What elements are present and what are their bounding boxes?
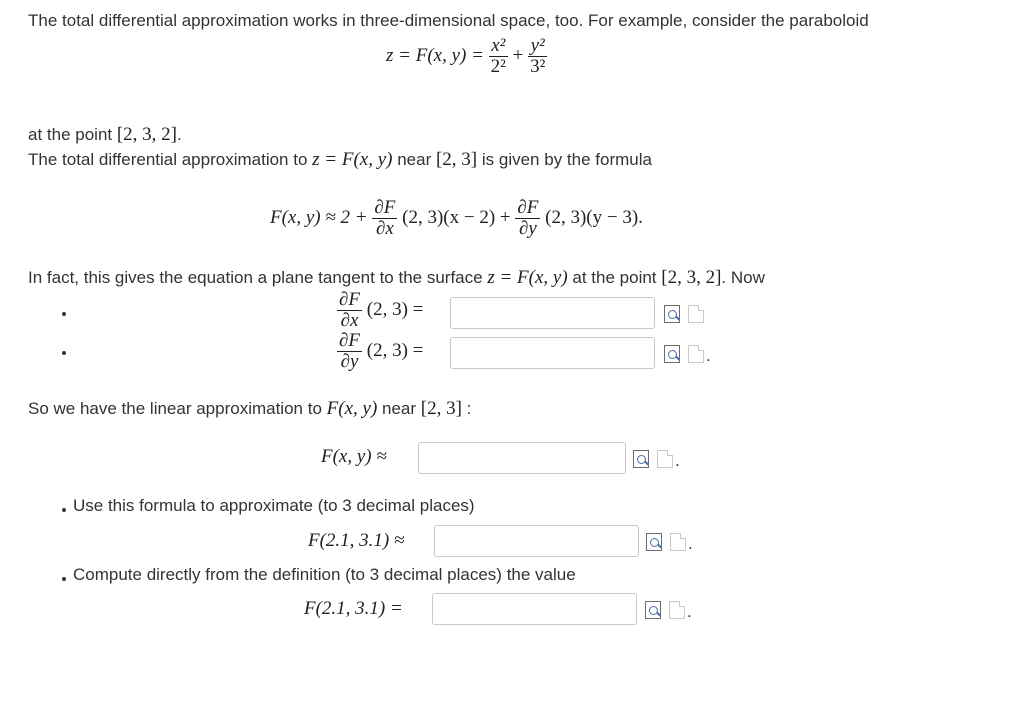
- term2-denominator: 3²: [530, 55, 546, 77]
- trailing-period: .: [706, 346, 711, 365]
- paraboloid-equation: [386, 36, 547, 77]
- direct-lhs: [304, 598, 403, 621]
- help-document-icon[interactable]: [657, 450, 673, 468]
- preview-icon[interactable]: [633, 450, 649, 468]
- direct-lhs-text: F(2.1, 3.1) =: [304, 598, 403, 619]
- term1-denominator: 2²: [490, 55, 506, 77]
- at-point-label: at the point: [28, 125, 113, 144]
- dfdx-answer-input[interactable]: [450, 297, 655, 329]
- tangent-plane-line: [28, 267, 765, 290]
- dfdy-partial-fraction: [337, 331, 362, 372]
- direct-instruction: Compute directly from the definition (to 3 decimal places) the value: [73, 565, 576, 584]
- tangent-text-b: at the point: [572, 268, 657, 287]
- approx-instruction: Use this formula to approximate (to 3 decimal places): [73, 496, 475, 515]
- plus-sign: +: [512, 45, 524, 67]
- direct-value-input[interactable]: [432, 593, 637, 625]
- bullet: [62, 577, 66, 581]
- dfdx-partial-fraction: [337, 290, 362, 331]
- formula-part2: (2, 3)(y − 3).: [545, 207, 643, 229]
- linear-lhs: F(x, y) ≈: [321, 446, 387, 467]
- approx-intro-text: The total differential approximation to: [28, 150, 308, 169]
- dfdx-denominator: ∂x: [375, 217, 394, 239]
- preview-icon[interactable]: [646, 533, 662, 551]
- point-value: [2, 3, 2]: [116, 124, 178, 145]
- differential-formula: [270, 198, 643, 239]
- preview-icon[interactable]: [645, 601, 661, 619]
- dfdx-numerator: ∂F: [374, 197, 396, 218]
- help-document-icon[interactable]: [688, 345, 704, 363]
- colon: :: [466, 399, 472, 418]
- help-document-icon[interactable]: [669, 601, 685, 619]
- formula-part1: (2, 3)(x − 2) +: [402, 207, 511, 229]
- approx-lhs-text: F(2.1, 3.1) ≈: [308, 530, 405, 551]
- linear-function: F(x, y): [326, 398, 378, 419]
- preview-icon[interactable]: [664, 345, 680, 363]
- bullet: [62, 351, 66, 355]
- term2-fraction: [528, 36, 547, 77]
- help-document-icon[interactable]: [670, 533, 686, 551]
- period: .: [177, 125, 182, 144]
- trailing-period: .: [687, 602, 692, 621]
- approx-lhs: [308, 530, 404, 553]
- near-label: near: [397, 150, 432, 169]
- tangent-text-a: In fact, this gives the equation a plane tangent to the surface: [28, 268, 483, 287]
- trailing-period: .: [688, 534, 693, 553]
- term1-fraction: [489, 36, 508, 77]
- partial-y-numerator: ∂F: [339, 330, 360, 351]
- dfdy-answer-input[interactable]: [450, 337, 655, 369]
- partial-y-denominator: ∂y: [340, 350, 359, 372]
- linear-point: [2, 3]: [420, 398, 462, 419]
- near-point: [2, 3]: [435, 149, 478, 170]
- linear-approx-input[interactable]: [418, 442, 626, 474]
- approx-function: z = F(x, y): [312, 149, 393, 170]
- bullet: [62, 508, 66, 512]
- linear-text-a: So we have the linear approximation to: [28, 399, 322, 418]
- bullet: [62, 312, 66, 316]
- dfdx-label: [337, 290, 423, 331]
- partial-x-denominator: ∂x: [340, 309, 359, 331]
- surface-equation: z = F(x, y): [487, 267, 568, 288]
- preview-icon[interactable]: [664, 305, 680, 323]
- dfdy-denominator: ∂y: [518, 217, 537, 239]
- partial-y-tail: (2, 3) =: [366, 340, 424, 362]
- formula-lhs: F(x, y) ≈ 2 +: [270, 207, 368, 229]
- tangent-text-c: . Now: [721, 268, 765, 287]
- dfdy-numerator: ∂F: [517, 197, 539, 218]
- intro-text: The total differential approximation works in three-dimensional space, too. For example, consider the paraboloid: [28, 11, 869, 30]
- partial-x-tail: (2, 3) =: [366, 299, 424, 321]
- equation-lhs: z = F(x, y) =: [386, 45, 484, 67]
- term2-numerator: y²: [528, 36, 547, 57]
- formula-tail-text: is given by the formula: [481, 150, 652, 169]
- dfdx-fraction: [372, 198, 397, 239]
- dfdy-fraction: [515, 198, 540, 239]
- trailing-period: .: [675, 451, 680, 470]
- tangent-point: [2, 3, 2]: [661, 267, 722, 288]
- linear-approx-line: [28, 398, 471, 421]
- approx-intro-line: [28, 149, 652, 172]
- linear-text-b: near: [382, 399, 417, 418]
- at-point-line: [28, 124, 182, 147]
- term1-numerator: x²: [489, 36, 508, 57]
- dfdy-label: [337, 331, 423, 372]
- partial-x-numerator: ∂F: [339, 289, 360, 310]
- approx-value-input[interactable]: [434, 525, 639, 557]
- help-document-icon[interactable]: [688, 305, 704, 323]
